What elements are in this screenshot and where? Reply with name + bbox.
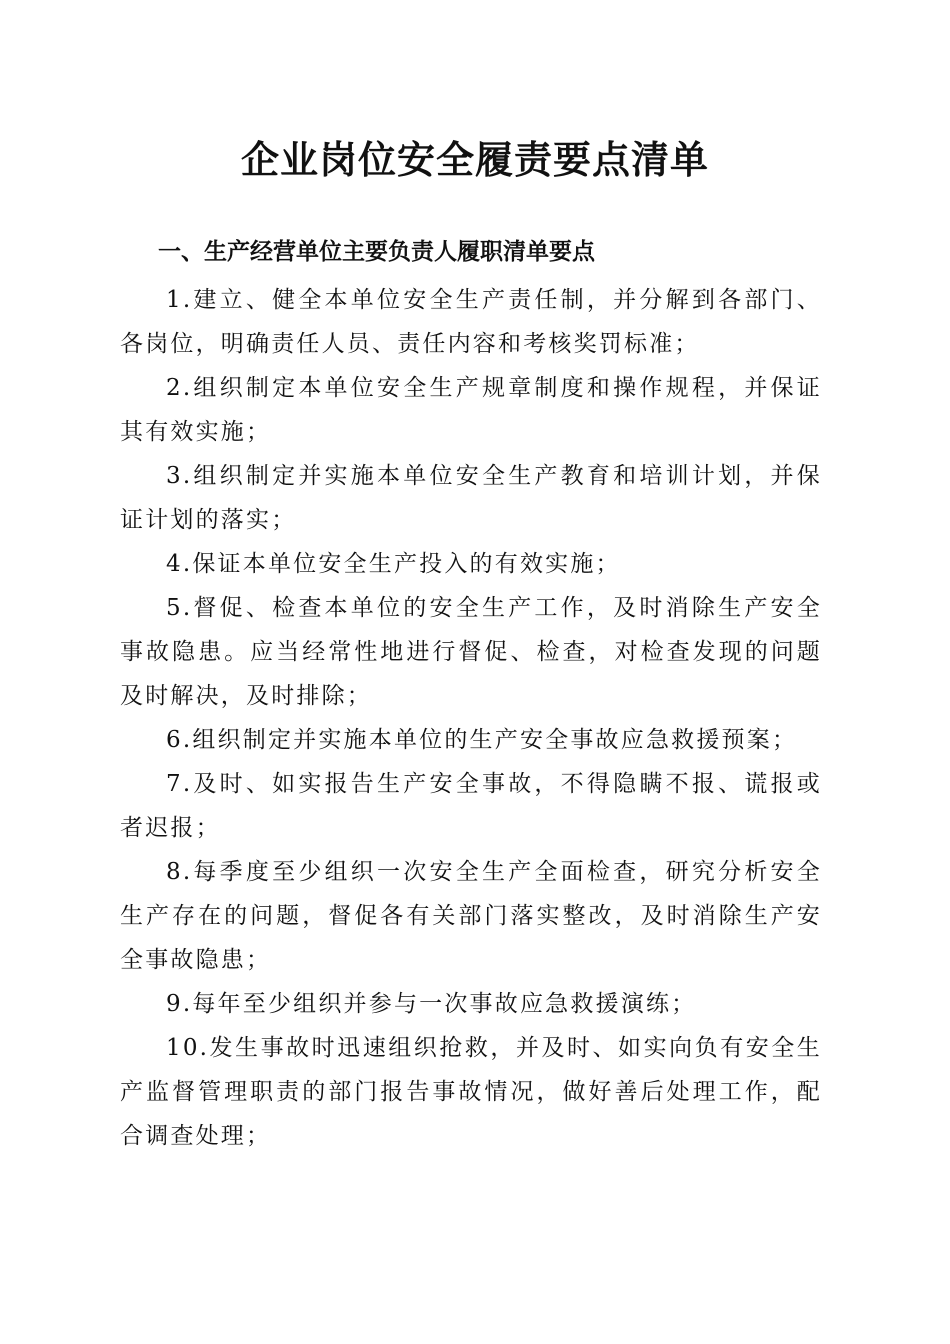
duty-item-7: 7.及时、如实报告生产安全事故，不得隐瞒不报、谎报或者迟报； — [120, 771, 822, 841]
duty-item-3: 3.组织制定并实施本单位安全生产教育和培训计划，并保证计划的落实； — [120, 463, 822, 533]
duty-item-10: 10.发生事故时迅速组织抢救，并及时、如实向负有安全生产监督管理职责的部门报告事故情况，做好善后处理工作，配合调查处理； — [120, 1035, 822, 1149]
duty-item-5: 5.督促、检查本单位的安全生产工作，及时消除生产安全事故隐患。应当经常性地进行督促、检查，对检查发现的问题及时解决，及时排除； — [120, 595, 822, 709]
duty-list — [120, 278, 822, 1158]
duty-item-9: 9.每年至少组织并参与一次事故应急救援演练； — [166, 991, 697, 1017]
duty-item-8: 8.每季度至少组织一次安全生产全面检查，研究分析安全生产存在的问题，督促各有关部门落实整改，及时消除生产安全事故隐患； — [120, 859, 822, 973]
duty-item-4: 4.保证本单位安全生产投入的有效实施； — [166, 551, 621, 577]
duty-item-1: 1.建立、健全本单位安全生产责任制，并分解到各部门、各岗位，明确责任人员、责任内容和考核奖罚标准； — [120, 287, 822, 357]
duty-item-6: 6.组织制定并实施本单位的生产安全事故应急救援预案； — [166, 727, 798, 753]
section-heading: 一、生产经营单位主要负责人履职清单要点 — [158, 239, 595, 265]
duty-item-2: 2.组织制定本单位安全生产规章制度和操作规程，并保证其有效实施； — [120, 375, 822, 445]
document-title: 企业岗位安全履责要点清单 — [240, 137, 709, 182]
